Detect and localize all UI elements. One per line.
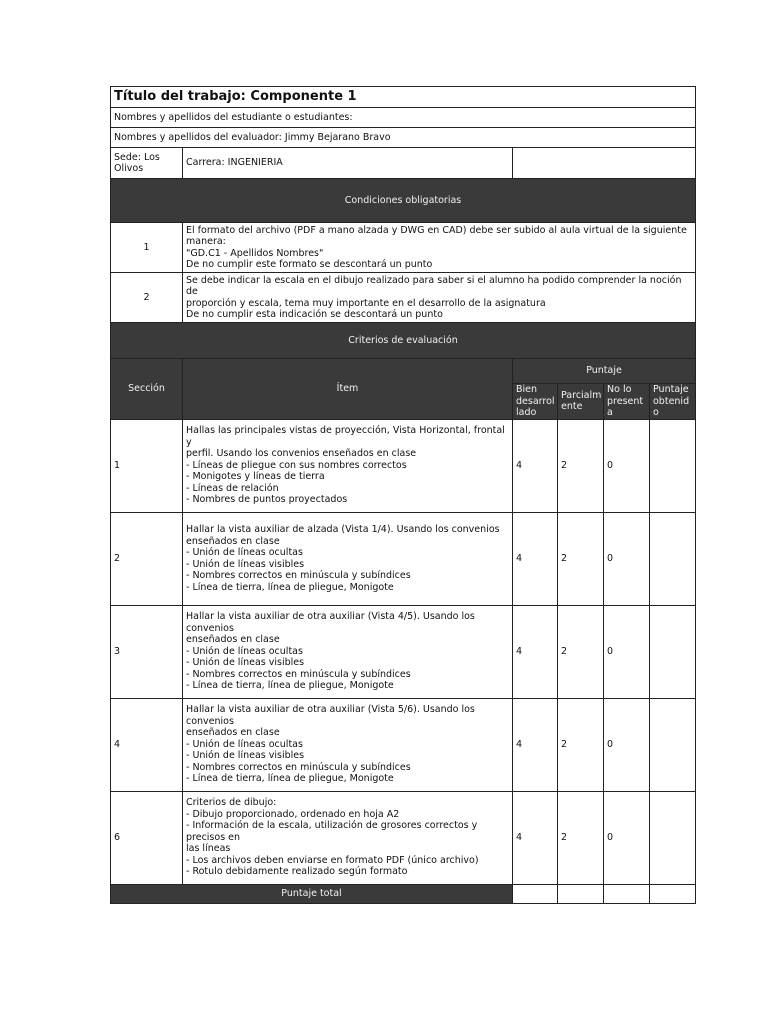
total-row <box>111 884 696 903</box>
criteria-row <box>111 419 696 512</box>
row-section: 3 <box>111 605 183 698</box>
criteria-row <box>111 698 696 791</box>
total-good <box>513 884 558 903</box>
blank-cell[interactable] <box>513 148 696 179</box>
row-score-obtained[interactable] <box>650 419 696 512</box>
condition-row <box>111 223 696 273</box>
row-section: 4 <box>111 698 183 791</box>
subheader-good: Bien desarrol lado <box>513 384 558 420</box>
row-score-obtained[interactable] <box>650 698 696 791</box>
total-label: Puntaje total <box>111 884 513 903</box>
criteria-row <box>111 512 696 605</box>
subheader-obtained: Puntaje obtenid o <box>650 384 696 420</box>
total-obtained[interactable] <box>650 884 696 903</box>
subheader-none: No lo present a <box>604 384 650 420</box>
conditions-header-row <box>111 179 696 223</box>
row-score-good: 4 <box>513 605 558 698</box>
criteria-header-row <box>111 323 696 359</box>
row-item: Hallar la vista auxiliar de otra auxiliar (Vista 5/6). Usando los convenios enseñados en clase - Unión de líneas ocultas - Unión de líneas visibles - Nombres correctos en minúscula y subíndices - Línea de tierra, línea de pliegue, Monigote <box>183 698 513 791</box>
row-score-none: 0 <box>604 605 650 698</box>
row-score-partial: 2 <box>558 512 604 605</box>
row-score-good: 4 <box>513 419 558 512</box>
row-item: Criterios de dibujo: - Dibujo proporcionado, ordenado en hoja A2 - Información de la escala, utilización de grosores correctos y precisos en las líneas - Los archivos deben enviarse en formato PDF (único archivo) - Rotulo debidamente realizado según formato <box>183 791 513 884</box>
condition-number: 1 <box>111 223 183 273</box>
row-score-partial: 2 <box>558 698 604 791</box>
condition-row <box>111 273 696 323</box>
row-section: 2 <box>111 512 183 605</box>
row-score-none: 0 <box>604 698 650 791</box>
column-header-score: Puntaje <box>513 359 696 384</box>
row-score-obtained[interactable] <box>650 791 696 884</box>
total-partial <box>558 884 604 903</box>
subheader-partial: Parcialm ente <box>558 384 604 420</box>
column-header-row <box>111 359 696 384</box>
row-score-none: 0 <box>604 791 650 884</box>
students-row <box>111 108 696 128</box>
criteria-row <box>111 605 696 698</box>
row-item: Hallar la vista auxiliar de otra auxiliar (Vista 4/5). Usando los convenios enseñados en clase - Unión de líneas ocultas - Unión de líneas visibles - Nombres correctos en minúscula y subíndices - Línea de tierra, línea de pliegue, Monigote <box>183 605 513 698</box>
students-field[interactable]: Nombres y apellidos del estudiante o estudiantes: <box>111 108 696 128</box>
column-header-item: Ítem <box>183 359 513 420</box>
condition-text: Se debe indicar la escala en el dibujo realizado para saber si el alumno ha podido comprender la noción de proporción y escala, tema muy importante en el desarrollo de la asignatura De no cumplir esta indicación se descontará un punto <box>183 273 696 323</box>
document-title: Título del trabajo: Componente 1 <box>111 87 696 108</box>
column-header-section: Sección <box>111 359 183 420</box>
row-score-good: 4 <box>513 698 558 791</box>
sede-cell: Sede: Los Olivos <box>111 148 183 179</box>
row-score-obtained[interactable] <box>650 512 696 605</box>
rubric-table <box>110 86 696 904</box>
row-score-good: 4 <box>513 791 558 884</box>
criteria-row <box>111 791 696 884</box>
sede-row <box>111 148 696 179</box>
row-score-obtained[interactable] <box>650 605 696 698</box>
row-score-good: 4 <box>513 512 558 605</box>
row-score-none: 0 <box>604 419 650 512</box>
row-item: Hallas las principales vistas de proyección, Vista Horizontal, frontal y perfil. Usando los convenios enseñados en clase - Líneas de pliegue con sus nombres correctos - Monigotes y líneas de tierra - Líneas de relación - Nombres de puntos proyectados <box>183 419 513 512</box>
row-score-none: 0 <box>604 512 650 605</box>
evaluator-field[interactable]: Nombres y apellidos del evaluador: Jimmy Bejarano Bravo <box>111 128 696 148</box>
condition-text: El formato del archivo (PDF a mano alzada y DWG en CAD) debe ser subido al aula virtual de la siguiente manera: "GD.C1 - Apellidos Nombres" De no cumplir este formato se descontará un punto <box>183 223 696 273</box>
condition-number: 2 <box>111 273 183 323</box>
total-none <box>604 884 650 903</box>
row-score-partial: 2 <box>558 791 604 884</box>
conditions-header: Condiciones obligatorias <box>111 179 696 223</box>
criteria-header: Criterios de evaluación <box>111 323 696 359</box>
row-section: 1 <box>111 419 183 512</box>
row-score-partial: 2 <box>558 419 604 512</box>
row-item: Hallar la vista auxiliar de alzada (Vista 1/4). Usando los convenios enseñados en clase - Unión de líneas ocultas - Unión de líneas visibles - Nombres correctos en minúscula y subíndices - Línea de tierra, línea de pliegue, Monigote <box>183 512 513 605</box>
evaluator-row <box>111 128 696 148</box>
row-score-partial: 2 <box>558 605 604 698</box>
title-row <box>111 87 696 108</box>
carrera-cell: Carrera: INGENIERIA <box>183 148 513 179</box>
row-section: 6 <box>111 791 183 884</box>
